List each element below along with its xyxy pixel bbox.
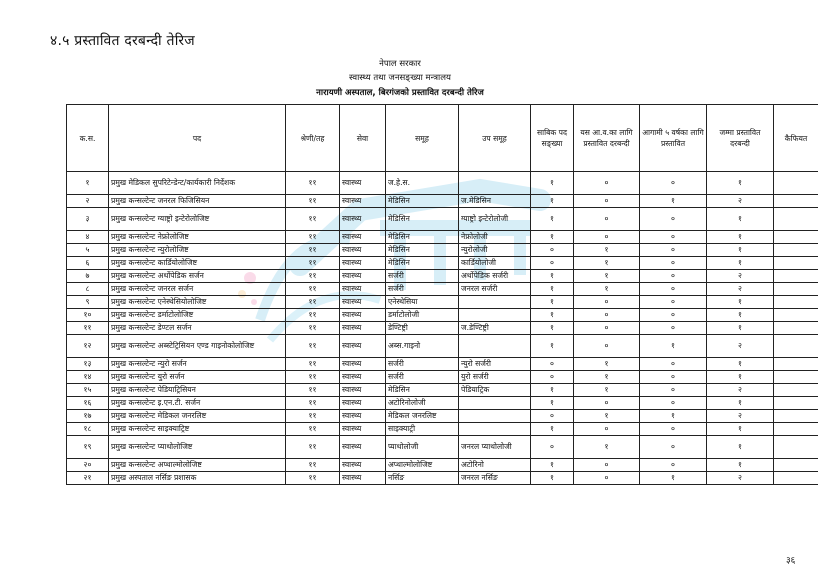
- cell-group: अप्थाल्मोलोजिष्ट: [386, 459, 459, 472]
- cell-level: ११: [286, 423, 340, 436]
- heading-government: नेपाल सरकार: [379, 59, 421, 69]
- col-existing: साबिक पद सङ्ख्या: [531, 105, 574, 172]
- cell-remarks: [774, 283, 818, 296]
- cell-this-year: ०: [574, 208, 640, 231]
- cell-subgroup: [459, 309, 531, 322]
- cell-group: ज.हे.स.: [386, 172, 459, 195]
- cell-total: २: [707, 283, 774, 296]
- cell-group: सर्जरी: [386, 371, 459, 384]
- cell-remarks: [774, 244, 818, 257]
- cell-subgroup: जनरल सर्जरी: [459, 283, 531, 296]
- cell-group: सर्जरी: [386, 270, 459, 283]
- col-level: श्रेणी/तह: [286, 105, 340, 172]
- cell-level: ११: [286, 384, 340, 397]
- cell-total: १: [707, 296, 774, 309]
- table-row: [67, 270, 818, 283]
- cell-subgroup: [459, 172, 531, 195]
- table-header-row: [67, 105, 818, 172]
- cell-sn: १३: [67, 358, 109, 371]
- cell-next5: ०: [640, 459, 707, 472]
- cell-group: अटोरिनोलोजी: [386, 397, 459, 410]
- cell-service: स्वास्थ्य: [340, 423, 386, 436]
- cell-next5: ०: [640, 231, 707, 244]
- cell-remarks: [774, 397, 818, 410]
- cell-post: प्रमुख कन्सल्टेन्ट इ.एन.टी. सर्जन: [109, 397, 286, 410]
- cell-existing: ०: [531, 436, 574, 459]
- cell-this-year: १: [574, 410, 640, 423]
- cell-level: ११: [286, 410, 340, 423]
- cell-sn: ७: [67, 270, 109, 283]
- cell-next5: ०: [640, 371, 707, 384]
- cell-service: स्वास्थ्य: [340, 244, 386, 257]
- cell-existing: १: [531, 397, 574, 410]
- cell-total: १: [707, 231, 774, 244]
- cell-sn: ६: [67, 257, 109, 270]
- cell-sn: ४: [67, 231, 109, 244]
- cell-service: स्वास्थ्य: [340, 436, 386, 459]
- proposed-posts-table: [66, 104, 818, 485]
- cell-this-year: ०: [574, 335, 640, 358]
- cell-existing: १: [531, 459, 574, 472]
- heading-table-title: नारायणी अस्पताल, बिरगंजको प्रस्तावित दरबन्दी तेरिज: [316, 88, 484, 98]
- cell-service: स्वास्थ्य: [340, 371, 386, 384]
- cell-this-year: ०: [574, 296, 640, 309]
- cell-level: ११: [286, 270, 340, 283]
- cell-existing: १: [531, 322, 574, 335]
- cell-subgroup: कार्डियोलोजी: [459, 257, 531, 270]
- cell-service: स्वास्थ्य: [340, 459, 386, 472]
- cell-post: प्रमुख अस्पताल नर्सिङ प्रशासक: [109, 472, 286, 485]
- cell-sn: ३: [67, 208, 109, 231]
- cell-subgroup: अर्थोपेडिक सर्जरी: [459, 270, 531, 283]
- cell-existing: १: [531, 231, 574, 244]
- cell-existing: १: [531, 472, 574, 485]
- cell-remarks: [774, 296, 818, 309]
- cell-remarks: [774, 172, 818, 195]
- cell-total: १: [707, 358, 774, 371]
- cell-existing: १: [531, 208, 574, 231]
- cell-this-year: ०: [574, 472, 640, 485]
- cell-subgroup: ज.डेण्टिष्ट्री: [459, 322, 531, 335]
- cell-group: मेडिसिन: [386, 231, 459, 244]
- cell-sn: ५: [67, 244, 109, 257]
- table-row: [67, 231, 818, 244]
- cell-sn: २१: [67, 472, 109, 485]
- cell-post: प्रमुख कन्सल्टेन्ट एनेस्थेसियोलोजिष्ट: [109, 296, 286, 309]
- cell-existing: ०: [531, 371, 574, 384]
- cell-next5: ०: [640, 244, 707, 257]
- cell-remarks: [774, 257, 818, 270]
- cell-next5: ०: [640, 296, 707, 309]
- cell-next5: ०: [640, 423, 707, 436]
- cell-remarks: [774, 459, 818, 472]
- cell-total: १: [707, 208, 774, 231]
- table-row: [67, 459, 818, 472]
- cell-group: सर्जरी: [386, 358, 459, 371]
- cell-service: स्वास्थ्य: [340, 472, 386, 485]
- cell-subgroup: ग्याष्ट्रो इन्टेरोलोजी: [459, 208, 531, 231]
- cell-total: २: [707, 384, 774, 397]
- cell-next5: ०: [640, 283, 707, 296]
- cell-sn: १०: [67, 309, 109, 322]
- cell-group: डेण्टिष्ट्री: [386, 322, 459, 335]
- cell-total: १: [707, 244, 774, 257]
- cell-post: प्रमुख कन्सल्टेन्ट प्याथोलोजिष्ट: [109, 436, 286, 459]
- cell-remarks: [774, 231, 818, 244]
- cell-subgroup: [459, 335, 531, 358]
- cell-total: १: [707, 172, 774, 195]
- cell-existing: १: [531, 270, 574, 283]
- cell-post: प्रमुख कन्सल्टेन्ट जनरल फिजिसियन: [109, 195, 286, 208]
- cell-subgroup: अटोरिनो: [459, 459, 531, 472]
- cell-remarks: [774, 270, 818, 283]
- table-row: [67, 384, 818, 397]
- cell-total: १: [707, 322, 774, 335]
- cell-remarks: [774, 322, 818, 335]
- cell-total: १: [707, 309, 774, 322]
- cell-sn: ८: [67, 283, 109, 296]
- cell-existing: ०: [531, 410, 574, 423]
- cell-this-year: १: [574, 436, 640, 459]
- cell-total: १: [707, 436, 774, 459]
- cell-remarks: [774, 309, 818, 322]
- cell-sn: १८: [67, 423, 109, 436]
- cell-next5: ०: [640, 436, 707, 459]
- table-row: [67, 257, 818, 270]
- cell-post: प्रमुख कन्सल्टेन्ट अब्स्टेट्रिसियन एण्ड गाइनोकोलोजिष्ट: [109, 335, 286, 358]
- cell-this-year: १: [574, 244, 640, 257]
- cell-level: ११: [286, 322, 340, 335]
- cell-level: ११: [286, 231, 340, 244]
- cell-sn: १९: [67, 436, 109, 459]
- cell-level: ११: [286, 472, 340, 485]
- cell-total: २: [707, 270, 774, 283]
- cell-subgroup: जनरल प्याथोलोजी: [459, 436, 531, 459]
- cell-level: ११: [286, 397, 340, 410]
- cell-group: मेडिसिन: [386, 384, 459, 397]
- cell-service: स्वास्थ्य: [340, 309, 386, 322]
- table-row: [67, 283, 818, 296]
- cell-level: ११: [286, 459, 340, 472]
- cell-existing: १: [531, 384, 574, 397]
- cell-service: स्वास्थ्य: [340, 296, 386, 309]
- cell-level: ११: [286, 195, 340, 208]
- cell-this-year: १: [574, 371, 640, 384]
- cell-remarks: [774, 384, 818, 397]
- cell-remarks: [774, 358, 818, 371]
- col-total: जम्मा प्रस्तावित दरबन्दी: [707, 105, 774, 172]
- cell-total: २: [707, 472, 774, 485]
- cell-sn: ११: [67, 322, 109, 335]
- cell-remarks: [774, 195, 818, 208]
- cell-this-year: ०: [574, 322, 640, 335]
- cell-existing: १: [531, 423, 574, 436]
- cell-service: स्वास्थ्य: [340, 195, 386, 208]
- cell-next5: १: [640, 472, 707, 485]
- cell-this-year: ०: [574, 172, 640, 195]
- cell-remarks: [774, 335, 818, 358]
- cell-this-year: ०: [574, 459, 640, 472]
- cell-group: एनेस्थेसिया: [386, 296, 459, 309]
- cell-subgroup: युरो सर्जरी: [459, 371, 531, 384]
- cell-group: मेडिकल जनरलिष्ट: [386, 410, 459, 423]
- table-row: [67, 358, 818, 371]
- cell-subgroup: जनरल नर्सिङ: [459, 472, 531, 485]
- table-row: [67, 309, 818, 322]
- table-row: [67, 371, 818, 384]
- table-row: [67, 423, 818, 436]
- cell-level: ११: [286, 208, 340, 231]
- table-row: [67, 436, 818, 459]
- col-group: समूह: [386, 105, 459, 172]
- cell-next5: ०: [640, 384, 707, 397]
- cell-post: प्रमुख कन्सल्टेन्ट डर्माटोलोजिष्ट: [109, 309, 286, 322]
- cell-service: स्वास्थ्य: [340, 283, 386, 296]
- cell-level: ११: [286, 244, 340, 257]
- section-title: ४.५ प्रस्तावित दरबन्दी तेरिज: [50, 33, 195, 49]
- cell-post: प्रमुख कन्सल्टेन्ट मेडिकल जनरलिष्ट: [109, 410, 286, 423]
- cell-post: प्रमुख कन्सल्टेन्ट जनरल सर्जन: [109, 283, 286, 296]
- cell-sn: १६: [67, 397, 109, 410]
- table-row: [67, 472, 818, 485]
- cell-post: प्रमुख कन्सल्टेन्ट डेण्टल सर्जन: [109, 322, 286, 335]
- cell-subgroup: [459, 423, 531, 436]
- cell-service: स्वास्थ्य: [340, 208, 386, 231]
- cell-next5: ०: [640, 172, 707, 195]
- cell-post: प्रमुख कन्सल्टेन्ट साइक्याट्रिष्ट: [109, 423, 286, 436]
- cell-post: प्रमुख कन्सल्टेन्ट न्युरो सर्जन: [109, 358, 286, 371]
- cell-post: प्रमुख कन्सल्टेन्ट पेडियाट्रिसियन: [109, 384, 286, 397]
- cell-existing: १: [531, 309, 574, 322]
- cell-level: ११: [286, 436, 340, 459]
- cell-total: १: [707, 257, 774, 270]
- table-row: [67, 208, 818, 231]
- cell-total: २: [707, 335, 774, 358]
- cell-service: स्वास्थ्य: [340, 322, 386, 335]
- cell-sn: २: [67, 195, 109, 208]
- cell-next5: ०: [640, 309, 707, 322]
- col-sn: क.स.: [67, 105, 109, 172]
- cell-service: स्वास्थ्य: [340, 270, 386, 283]
- cell-next5: १: [640, 195, 707, 208]
- cell-this-year: १: [574, 270, 640, 283]
- cell-group: नर्सिङ: [386, 472, 459, 485]
- cell-level: ११: [286, 371, 340, 384]
- table-row: [67, 244, 818, 257]
- cell-post: प्रमुख कन्सल्टेन्ट नेफ्रोलोजिष्ट: [109, 231, 286, 244]
- cell-total: २: [707, 195, 774, 208]
- col-service: सेवा: [340, 105, 386, 172]
- cell-level: ११: [286, 309, 340, 322]
- heading-ministry: स्वास्थ्य तथा जनसङ्ख्या मन्त्रालय: [349, 73, 451, 83]
- cell-sn: १: [67, 172, 109, 195]
- table-row: [67, 195, 818, 208]
- col-post: पद: [109, 105, 286, 172]
- cell-total: १: [707, 459, 774, 472]
- cell-sn: २०: [67, 459, 109, 472]
- cell-group: प्याथोलोजी: [386, 436, 459, 459]
- cell-subgroup: [459, 397, 531, 410]
- cell-this-year: ०: [574, 423, 640, 436]
- cell-this-year: ०: [574, 231, 640, 244]
- col-remarks: कैफियत: [774, 105, 818, 172]
- cell-existing: ०: [531, 257, 574, 270]
- cell-this-year: १: [574, 384, 640, 397]
- cell-post: प्रमुख कन्सल्टेन्ट न्युरोलोजिष्ट: [109, 244, 286, 257]
- page-number: ३६: [786, 556, 796, 566]
- cell-post: प्रमुख कन्सल्टेन्ट अप्थाल्मोलोजिष्ट: [109, 459, 286, 472]
- cell-post: प्रमुख कन्सल्टेन्ट कार्डियोलोजिष्ट: [109, 257, 286, 270]
- cell-total: २: [707, 410, 774, 423]
- cell-group: मेडिसिन: [386, 208, 459, 231]
- cell-existing: १: [531, 172, 574, 195]
- cell-existing: १: [531, 296, 574, 309]
- cell-next5: ०: [640, 322, 707, 335]
- cell-subgroup: ज.मेडिसिन: [459, 195, 531, 208]
- cell-next5: ०: [640, 208, 707, 231]
- cell-sn: १७: [67, 410, 109, 423]
- cell-post: प्रमुख कन्सल्टेन्ट अर्थोपेडिक सर्जन: [109, 270, 286, 283]
- cell-service: स्वास्थ्य: [340, 231, 386, 244]
- cell-service: स्वास्थ्य: [340, 397, 386, 410]
- cell-group: मेडिसिन: [386, 244, 459, 257]
- table-row: [67, 296, 818, 309]
- cell-post: प्रमुख कन्सल्टेन्ट ग्याष्ट्रो इन्टेरोलोजिष्ट: [109, 208, 286, 231]
- cell-this-year: ०: [574, 397, 640, 410]
- cell-subgroup: नेफ्रोलोजी: [459, 231, 531, 244]
- cell-total: १: [707, 371, 774, 384]
- cell-next5: ०: [640, 397, 707, 410]
- cell-subgroup: न्युरो सर्जरी: [459, 358, 531, 371]
- cell-existing: १: [531, 335, 574, 358]
- cell-level: ११: [286, 172, 340, 195]
- cell-level: ११: [286, 335, 340, 358]
- col-next5: आगामी ५ वर्षका लागि प्रस्तावित: [640, 105, 707, 172]
- cell-next5: १: [640, 335, 707, 358]
- cell-group: सर्जरी: [386, 283, 459, 296]
- col-this-year: यस आ.व.का लागि प्रस्तावित दरबन्दी: [574, 105, 640, 172]
- cell-group: मेडिसिन: [386, 195, 459, 208]
- cell-total: १: [707, 423, 774, 436]
- cell-group: डर्माटोलोजी: [386, 309, 459, 322]
- cell-sn: १५: [67, 384, 109, 397]
- cell-next5: १: [640, 410, 707, 423]
- cell-service: स्वास्थ्य: [340, 410, 386, 423]
- cell-this-year: ०: [574, 195, 640, 208]
- cell-service: स्वास्थ्य: [340, 335, 386, 358]
- cell-subgroup: न्युरोलोजी: [459, 244, 531, 257]
- cell-sn: १२: [67, 335, 109, 358]
- cell-post: प्रमुख कन्सल्टेन्ट युरो सर्जन: [109, 371, 286, 384]
- cell-existing: ०: [531, 358, 574, 371]
- cell-remarks: [774, 423, 818, 436]
- cell-level: ११: [286, 283, 340, 296]
- table-row: [67, 172, 818, 195]
- cell-this-year: ०: [574, 309, 640, 322]
- cell-subgroup: [459, 410, 531, 423]
- cell-next5: ०: [640, 257, 707, 270]
- cell-remarks: [774, 472, 818, 485]
- table-row: [67, 335, 818, 358]
- cell-level: ११: [286, 358, 340, 371]
- table-body: [67, 172, 818, 485]
- table-row: [67, 410, 818, 423]
- cell-service: स्वास्थ्य: [340, 257, 386, 270]
- table-row: [67, 322, 818, 335]
- cell-remarks: [774, 436, 818, 459]
- cell-subgroup: पेडियाट्रिक: [459, 384, 531, 397]
- cell-service: स्वास्थ्य: [340, 384, 386, 397]
- cell-next5: ०: [640, 270, 707, 283]
- cell-level: ११: [286, 296, 340, 309]
- cell-this-year: १: [574, 257, 640, 270]
- cell-group: साइक्याट्री: [386, 423, 459, 436]
- col-subgroup: उप समूह: [459, 105, 531, 172]
- cell-next5: ०: [640, 358, 707, 371]
- cell-post: प्रमुख मेडिकल सुपरिटेन्डेन्ट/कार्यकारी निर्देशक: [109, 172, 286, 195]
- cell-subgroup: [459, 296, 531, 309]
- cell-service: स्वास्थ्य: [340, 172, 386, 195]
- cell-group: अब्स.गाइनो: [386, 335, 459, 358]
- cell-level: ११: [286, 257, 340, 270]
- cell-total: १: [707, 397, 774, 410]
- cell-existing: १: [531, 195, 574, 208]
- table-row: [67, 397, 818, 410]
- cell-remarks: [774, 208, 818, 231]
- cell-existing: ०: [531, 244, 574, 257]
- cell-remarks: [774, 371, 818, 384]
- cell-service: स्वास्थ्य: [340, 358, 386, 371]
- cell-existing: १: [531, 283, 574, 296]
- cell-group: मेडिसिन: [386, 257, 459, 270]
- cell-sn: ९: [67, 296, 109, 309]
- cell-this-year: १: [574, 358, 640, 371]
- cell-sn: १४: [67, 371, 109, 384]
- cell-this-year: १: [574, 283, 640, 296]
- cell-remarks: [774, 410, 818, 423]
